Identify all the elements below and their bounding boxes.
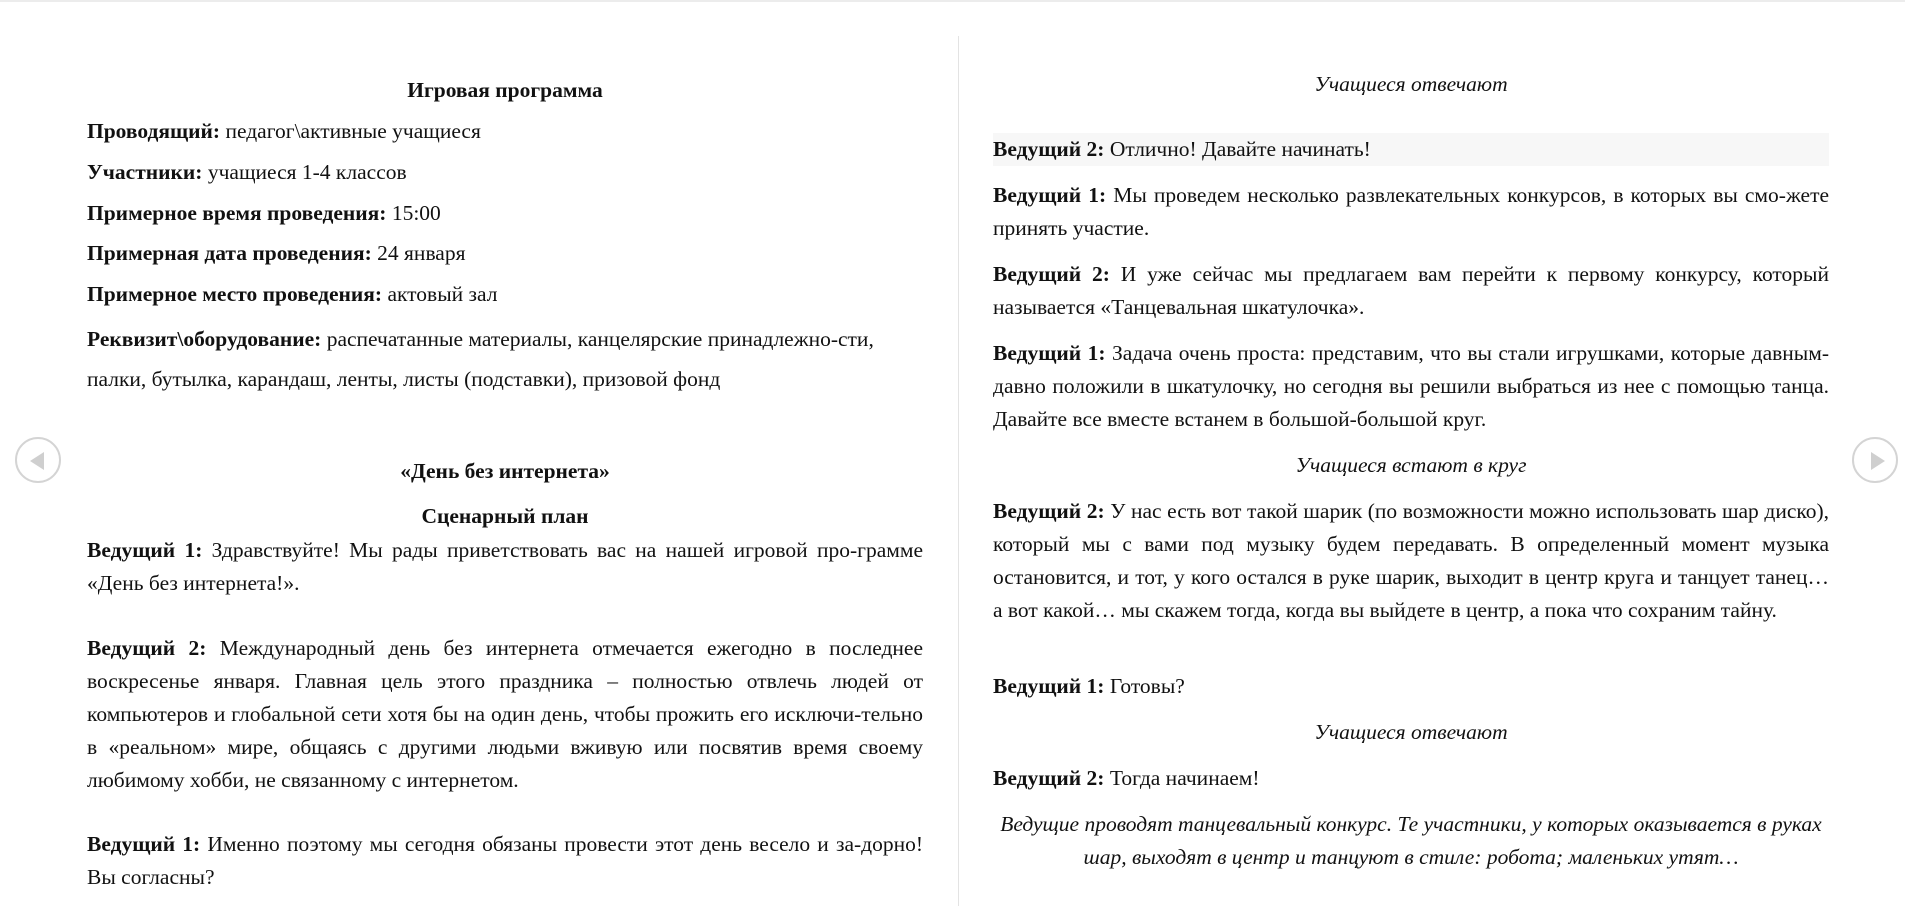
stage-direction: Ведущие проводят танцевальный конкурс. Те участники, у которых оказывается в руках шар, выходят в центр и танцуют в стиле: робота; маленьких утят… (1000, 812, 1822, 869)
dialogue-line (993, 762, 1829, 795)
info-label: Проводящий: (87, 119, 221, 143)
dialogue-line (993, 670, 1829, 703)
speaker-label: Ведущий 1: (993, 674, 1105, 698)
speaker-label: Ведущий 2: (993, 766, 1105, 790)
dialogue-line (87, 632, 923, 797)
dialogue-text: Международный день без интернета отмечается ежегодно в последнее воскресенье января. Главная цель этого праздника – полностью отвлечь людей от компьютеров и глобальной сети хотя бы на один день, чтобы прожить его исключи-тельно в «реальном» мире, общаясь с другими людьми вживую или посвятив время своему любимому хобби, не связанному с интернетом. (87, 636, 924, 792)
info-conductor (87, 115, 923, 148)
dialogue-text: Здравствуйте! Мы рады приветствовать вас на нашей игровой про-грамме «День без интернета!». (87, 538, 924, 595)
speaker-label: Ведущий 1: (993, 183, 1107, 207)
speaker-label: Ведущий 1: (87, 832, 201, 856)
info-value: педагог\активные учащиеся (220, 119, 481, 143)
next-page-button[interactable] (1852, 437, 1898, 483)
info-label: Участники: (87, 160, 203, 184)
dialogue-text: Именно поэтому мы сегодня обязаны провести этот день весело и за-дорно! Вы согласны? (87, 832, 924, 889)
stage-direction: Учащиеся отвечают (1314, 72, 1508, 96)
plan-title: Сценарный план (421, 504, 589, 528)
dialogue-line (993, 337, 1829, 436)
dialogue-line (87, 828, 923, 894)
top-border (0, 0, 1905, 2)
info-value: 15:00 (386, 201, 441, 225)
speaker-label: Ведущий 1: (87, 538, 203, 562)
dialogue-line (993, 258, 1829, 324)
info-value: актовый зал (382, 282, 498, 306)
dialogue-text: Задача очень проста: представим, что вы стали игрушками, которые давным-давно положили в шкатулочку, но сегодня вы решили выбраться из нее с помощью танца. Давайте все вместе встанем в большой-большой круг. (993, 341, 1830, 431)
dialogue-text: Готовы? (1104, 674, 1185, 698)
dialogue-line (993, 495, 1829, 627)
chevron-right-icon (1871, 452, 1885, 470)
previous-page-button[interactable] (15, 437, 61, 483)
speaker-label: Ведущий 2: (993, 262, 1110, 286)
info-label: Реквизит\оборудование: (87, 327, 322, 351)
info-equipment (87, 319, 923, 399)
speaker-label: Ведущий 2: (993, 137, 1105, 161)
dialogue-line (87, 534, 923, 600)
dialogue-text: Мы проведем несколько развлекательных конкурсов, в которых вы смо-жете принять участие. (993, 183, 1830, 240)
speaker-label: Ведущий 2: (993, 499, 1105, 523)
stage-direction: Учащиеся встают в круг (1295, 453, 1527, 477)
info-date (87, 237, 923, 270)
speaker-label: Ведущий 1: (993, 341, 1106, 365)
page-title: Игровая программа (407, 78, 603, 102)
dialogue-text: У нас есть вот такой шарик (по возможности можно использовать шар диско), который мы с вами под музыку будем передавать. В определенный момент музыка остановится, и тот, у кого остался в руке шарик, выходит в центр круга и танцует танец… а вот какой… мы скажем тогда, когда вы выйдете в центр, а пока что сохраним тайну. (993, 499, 1830, 622)
info-value: 24 января (371, 241, 466, 265)
info-label: Примерное место проведения: (87, 282, 383, 306)
info-label: Примерное время проведения: (87, 201, 387, 225)
info-place (87, 278, 923, 311)
dialogue-line (993, 179, 1829, 245)
chevron-left-icon (30, 452, 44, 470)
info-label: Примерная дата проведения: (87, 241, 372, 265)
info-participants (87, 156, 923, 189)
dialogue-text: И уже сейчас мы предлагаем вам перейти к первому конкурсу, который называется «Танцевальная шкатулочка». (993, 262, 1829, 319)
dialogue-line (993, 133, 1829, 166)
info-value: учащиеся 1-4 классов (202, 160, 407, 184)
event-title: «День без интернета» (400, 459, 610, 483)
info-time (87, 197, 923, 230)
stage-direction: Учащиеся отвечают (1314, 720, 1508, 744)
dialogue-text: Тогда начинаем! (1104, 766, 1260, 790)
info-value: распечатанные материалы, канцелярские принадлежно-сти, палки, бутылка, карандаш, ленты, листы (подставки), призовой фонд (87, 327, 874, 391)
page-divider (958, 36, 959, 906)
speaker-label: Ведущий 2: (87, 636, 207, 660)
dialogue-text: Отлично! Давайте начинать! (1104, 137, 1371, 161)
